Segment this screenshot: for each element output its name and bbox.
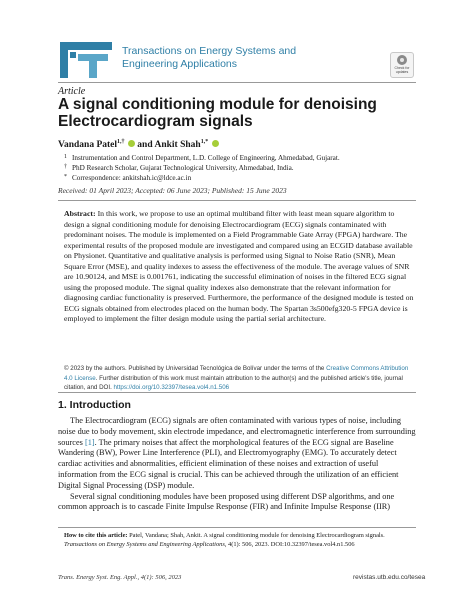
- header-rule: [58, 82, 416, 83]
- paragraph: [58, 416, 416, 492]
- citation-rule: [58, 527, 416, 528]
- how-to-cite-label: How to cite this article:: [64, 532, 128, 539]
- check-for-updates-badge[interactable]: [390, 52, 414, 78]
- license-text: . Further distribution of this work must maintain attribution to the author(s) and the published article's title, journal citation, and DOI.: [64, 374, 403, 391]
- paragraph-text: . The primary noises that affect the morphological features of the ECG signal are Baseline Wandering (BW), Power Line Interference (PLI), and Electromyography (EMG). To accurately detect cardiac activities and abnormalities, efficient elimination of these noises and extraction of useful information from the ECG signal is crucial. This can be achieved through the utilization of an efficient Digital Signal Processing (DSP) module.: [58, 437, 399, 490]
- how-to-cite-text: Patel, Vandana; Shah, Ankit. A signal conditioning module for denoising Electrocardiogram signals.: [127, 532, 385, 539]
- abstract-label: Abstract:: [64, 209, 96, 218]
- journal-name: [122, 45, 296, 71]
- journal-name-line1: Transactions on Energy Systems and: [122, 45, 297, 57]
- license-link[interactable]: Creative Commons Attribution 4.0 License: [64, 365, 409, 382]
- author-superscript: 1,*: [200, 139, 209, 145]
- author-list: [58, 139, 219, 150]
- abstract: [64, 209, 414, 325]
- author-separator: and: [134, 140, 155, 151]
- how-to-cite: [64, 532, 414, 549]
- abstract-text: In this work, we propose to use an optimal multiband filter with least mean square algorithm to design a signal conditioning module for denoising Electrocardiogram (ECG) signals contaminated with predominant noises. The module is implemented on a Field Programmable Gate Array (FPGA) hardware. The experimental results of the proposed module are investigated and compared using an ECGID database available on Physionet. Quantitative and qualitative analysis is performed using Signal to Noise Ratio (SNR), Mean Square Error (MSE), and quality indexes to assess the effectiveness of the module. The average values of SNR are 10.90124, and MSE is 0.001761, indicating the successful elimination of noises in the filtered ECG signal using the proposed module. The signal quality indexes also demonstrate that the relevant information for diagnosing cardiac functionality is preserved. Furthermore, the performance of the designed module is tested on ECG signals obtained from electrodes placed on the human body. The Spartan 3s500efg320-5 FPGA device is employed to implement the filter design module using the partial serial architecture.: [64, 209, 414, 323]
- paragraph-text: The Electrocardiogram (ECG) signals are often contaminated with various types of noise, including noise due to body movement, skin electrode impedance, and electromagnetic interference from surrounding sources: [58, 416, 416, 447]
- author-superscript: 1,†: [117, 139, 125, 145]
- dates-rule: [58, 200, 416, 201]
- affiliation-mark: †: [64, 164, 67, 170]
- how-to-cite-tail: , 4(1): 506, 2023. DOI:10.32397/tesea.vol4.n1.506: [224, 540, 355, 548]
- section-heading: 1. Introduction: [58, 399, 131, 411]
- affiliation-text: PhD Research Scholar, Gujarat Technological University, Ahmedabad, India.: [72, 164, 294, 172]
- paragraph: Several signal conditioning modules have been proposed using different DSP algorithms, and one common approach is to cascade Finite Impulse Response (FIR) and Infinite Impulse Response (IIR): [58, 491, 395, 512]
- updates-icon: [397, 55, 407, 65]
- footer-url[interactable]: revistas.utb.edu.co/tesea: [353, 574, 426, 581]
- badge-line1: Check for: [394, 66, 410, 70]
- affiliation-text: Correspondence: ankitshah.ic@ldce.ac.in: [72, 174, 192, 182]
- how-to-cite-journal: Transactions on Energy Systems and Engineering Applications: [64, 540, 225, 548]
- title-line1: A signal conditioning module for denoising: [58, 96, 377, 113]
- affiliation: [64, 163, 294, 173]
- author-name[interactable]: Ankit Shah: [154, 140, 201, 151]
- article-title: [58, 96, 398, 130]
- affiliation-mark: *: [64, 174, 67, 180]
- article-type: Article: [58, 86, 86, 97]
- introduction-body: [58, 416, 416, 513]
- license-rule: [58, 392, 416, 393]
- title-line2: Electrocardiogram signals: [58, 113, 253, 130]
- orcid-icon[interactable]: [128, 140, 135, 147]
- doi-link[interactable]: https://doi.org/10.32397/tesea.vol4.n1.506: [113, 384, 230, 391]
- footer-citation: Trans. Energy Syst. Eng. Appl., 4(1): 506, 2023: [58, 574, 182, 581]
- affiliation-mark: 1: [64, 154, 67, 160]
- orcid-icon[interactable]: [212, 140, 219, 147]
- citation-link[interactable]: [1]: [84, 437, 95, 447]
- journal-name-line2: Engineering Applications: [122, 58, 237, 70]
- affiliation: [64, 173, 191, 183]
- journal-logo: [58, 40, 116, 80]
- license-text: © 2023 by the authors. Published by Universidad Tecnológica de Bolívar under the terms of the: [64, 365, 327, 372]
- license-notice: [64, 364, 414, 393]
- author-name[interactable]: Vandana Patel: [58, 140, 118, 151]
- tesea-logo-icon: [58, 40, 116, 80]
- publication-dates: Received: 01 April 2023; Accepted: 06 June 2023; Published: 15 June 2023: [58, 186, 287, 195]
- badge-line2: updates: [395, 70, 409, 74]
- affiliation-text: Instrumentation and Control Department, L.D. College of Engineering, Ahmedabad, Gujarat.: [72, 154, 340, 162]
- affiliation: [64, 153, 340, 163]
